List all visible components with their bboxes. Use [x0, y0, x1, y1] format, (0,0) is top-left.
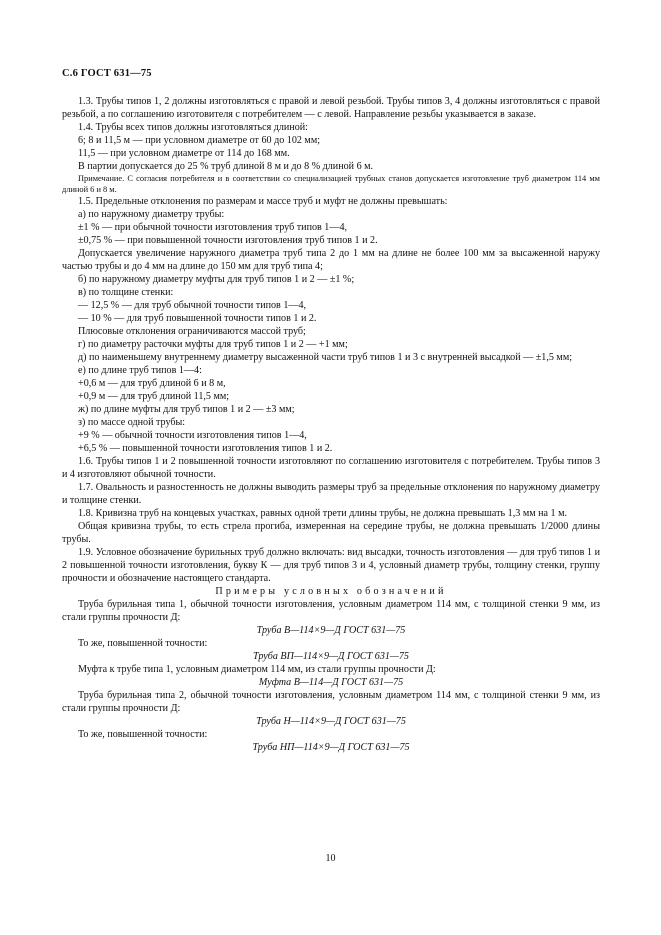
example-designation: Труба ВП—114×9—Д ГОСТ 631—75: [253, 651, 409, 663]
list-item: — 12,5 % — для труб обычной точности типов 1—4,: [78, 300, 307, 312]
list-item: 6; 8 и 11,5 м — при условном диаметре от 60 до 102 мм;: [78, 135, 321, 146]
example-designation: Труба Н—114×9—Д ГОСТ 631—75: [256, 716, 406, 728]
list-item: а) по наружному диаметру трубы:: [78, 209, 225, 221]
example-designation: Муфта В—114—Д ГОСТ 631—75: [258, 677, 404, 689]
list-item: в) по толщине стенки:: [78, 287, 174, 299]
list-item: б) по наружному диаметру муфты для труб типов 1 и 2 — ±1 %;: [78, 274, 355, 286]
page-number: 10: [325, 853, 336, 864]
list-item: ±0,75 % — при повышенной точности изготовления труб типов 1 и 2.: [78, 235, 378, 247]
list-item: ±1 % — при обычной точности изготовления труб типов 1—4,: [78, 222, 348, 234]
list-item: — 10 % — для труб повышенной точности типов 1 и 2.: [78, 313, 317, 325]
list-item: г) по диаметру расточки муфты для труб типов 1 и 2 — +1 мм;: [78, 339, 348, 351]
example-description: То же, повышенной точности:: [78, 729, 208, 741]
paragraph-1-6: 1.6. Трубы типов 1 и 2 повышенной точности изготовляют по соглашению изготовителя с потребителем. Трубы типов 3 и 4 изготовляют обычной точности.: [62, 456, 600, 481]
paragraph: Общая кривизна трубы, то есть стрела прогиба, измеренная на середине трубы, не должна превышать 1/2000 длины трубы.: [62, 521, 600, 546]
example-description: Труба бурильная типа 1, обычной точности изготовления, условным диаметром 114 мм, с толщиной стенки 9 мм, из стали группы прочности Д:: [62, 599, 600, 624]
paragraph-1-5: 1.5. Предельные отклонения по размерам и массе труб и муфт не должны превышать:: [78, 196, 448, 208]
list-item: +6,5 % — повышенной точности изготовления типов 1 и 2.: [78, 443, 333, 455]
paragraph-1-8: 1.8. Кривизна труб на концевых участках, равных одной трети длины трубы, не должна превышать 1,3 мм на 1 м.: [78, 508, 568, 520]
example-designation: Труба НП—114×9—Д ГОСТ 631—75: [252, 742, 410, 754]
example-description: То же, повышенной точности:: [78, 638, 208, 650]
list-item: д) по наименьшему внутреннему диаметру высаженной части труб типов 1 и 3 с внутренней высадкой — ±1,5 мм;: [78, 352, 573, 364]
paragraph-1-4: 1.4. Трубы всех типов должны изготовляться длиной:: [78, 122, 308, 133]
document-body: [62, 95, 600, 754]
list-item: +0,9 м — для труб длиной 11,5 мм;: [78, 391, 230, 403]
list-item: 11,5 — при условном диаметре от 114 до 168 мм.: [78, 148, 290, 159]
list-item: +0,6 м — для труб длиной 6 и 8 м,: [78, 378, 226, 390]
list-item: Допускается увеличение наружного диаметра труб типа 2 до 1 мм на длине не более 100 мм за высаженной наружу частью трубы и до 4 мм на длине до 150 мм для труб типа 4;: [62, 248, 600, 273]
paragraph-1-3: 1.3. Трубы типов 1, 2 должны изготовляться с правой и левой резьбой. Трубы типов 3, 4 должны изготовляться с правой резьбой, а по соглашению изготовителя с потребителем — с левой. Направление резьбы указывается в заказе.: [62, 96, 600, 120]
list-item: з) по массе одной трубы:: [78, 417, 186, 429]
paragraph-1-9: 1.9. Условное обозначение бурильных труб должно включать: вид высадки, точность изготовления — для труб типов 1 и 2 повышенной точности изготовления, букву К — для труб типов 3 и 4, условный диаметр трубы, толщину стенки, группу прочности и обозначение настоящего стандарта.: [62, 547, 600, 585]
page-header: С.6 ГОСТ 631—75: [62, 68, 152, 79]
list-item: В партии допускается до 25 % труб длиной 8 м и до 8 % длиной 6 м.: [78, 161, 374, 172]
list-item: е) по длине труб типов 1—4:: [78, 365, 202, 377]
example-designation: Труба В—114×9—Д ГОСТ 631—75: [256, 625, 406, 637]
list-item: ж) по длине муфты для труб типов 1 и 2 — ±3 мм;: [78, 404, 295, 416]
examples-heading: Примеры условных обозначений: [215, 586, 447, 598]
list-item: +9 % — обычной точности изготовления типов 1—4,: [78, 430, 307, 442]
note-paragraph: Примечание. С согласия потребителя и в соответствии со специализацией трубных станов допускается изготовление труб диаметром 114 мм длиной 6 и 8 м.: [62, 174, 600, 195]
paragraph-1-7: 1.7. Овальность и разностенность не должны выводить размеры труб за предельные отклонения по наружному диаметру и толщине стенки.: [62, 482, 600, 507]
list-item: Плюсовые отклонения ограничиваются массой труб;: [78, 326, 306, 338]
example-description: Труба бурильная типа 2, обычной точности изготовления, условным диаметром 114 мм, с толщиной стенки 9 мм, из стали группы прочности Д:: [62, 690, 600, 715]
example-description: Муфта к трубе типа 1, условным диаметром 114 мм, из стали группы прочности Д:: [78, 664, 436, 676]
